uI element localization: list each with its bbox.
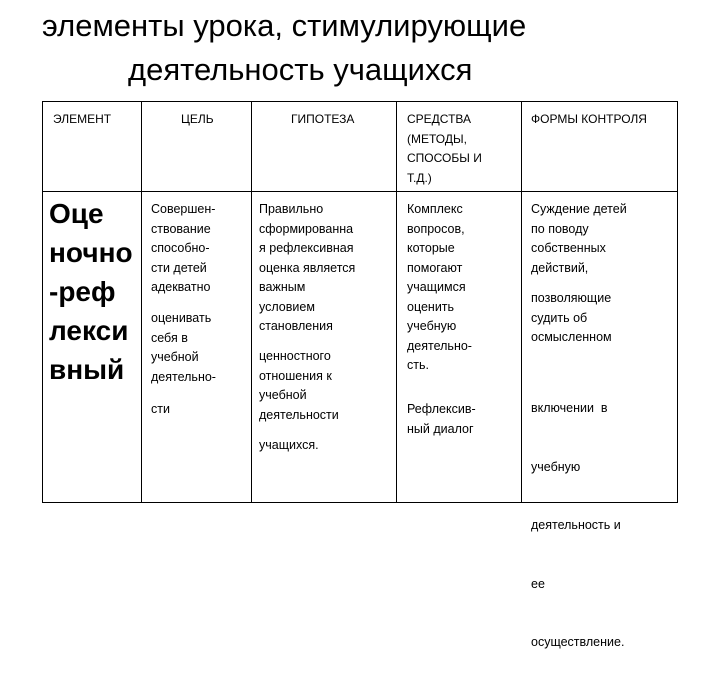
- hypothesis-line: оценка является: [259, 260, 356, 275]
- means-line: деятельно-: [407, 338, 472, 353]
- goal-line: способно-: [151, 241, 210, 255]
- hypothesis-line: условием: [259, 299, 315, 314]
- goal-line: Совершен-: [151, 202, 216, 216]
- goal-line: сти: [151, 402, 170, 416]
- column-divider: [396, 102, 397, 502]
- goal-line: деятельно-: [151, 369, 216, 384]
- header-means-line: Т.Д.): [407, 170, 432, 185]
- control-line: осуществление.: [531, 635, 625, 649]
- hypothesis-line: сформированна: [259, 221, 354, 236]
- control-block: [531, 200, 627, 278]
- means-line: учащимся: [407, 280, 466, 294]
- goal-line: ствование: [151, 221, 211, 236]
- control-line: по поводу: [531, 221, 589, 236]
- header-divider: [43, 191, 677, 192]
- hypothesis-line: важным: [259, 280, 306, 294]
- hypothesis-block: [259, 347, 339, 425]
- header-goal: ЦЕЛЬ: [181, 112, 214, 126]
- element-line: лекси: [49, 315, 129, 346]
- means-line: оценить: [407, 299, 455, 314]
- goal-line: адекватно: [151, 280, 211, 294]
- means-line: Комплекс: [407, 202, 463, 216]
- goal-line: себя в: [151, 330, 188, 345]
- means-line: помогают: [407, 260, 463, 275]
- element-line: Оце: [49, 198, 104, 229]
- goal-block: [151, 200, 215, 298]
- means-block: [407, 200, 472, 376]
- control-line: ее: [531, 576, 545, 591]
- hypothesis-line: ценностного: [259, 349, 331, 363]
- hypothesis-line: отношения к: [259, 368, 332, 383]
- column-divider: [141, 102, 142, 502]
- goal-line: учебной: [151, 350, 199, 364]
- hypothesis-line: учащихся.: [259, 438, 319, 452]
- means-line: вопросов,: [407, 221, 465, 236]
- header-means: [407, 110, 482, 188]
- header-hypothesis: ГИПОТЕЗА: [291, 112, 355, 126]
- element-line: -реф: [49, 276, 116, 307]
- element-line: ночно: [49, 237, 133, 268]
- control-line: судить об: [531, 310, 588, 325]
- hypothesis-line: Правильно: [259, 202, 324, 216]
- means-line: Рефлексив-: [407, 402, 476, 416]
- element-line: вный: [49, 354, 125, 385]
- goal-block: [151, 309, 216, 387]
- header-means-line: СПОСОБЫ И: [407, 151, 482, 165]
- title-line-2: деятельность учащихся: [128, 52, 473, 87]
- hypothesis-block: [259, 436, 319, 456]
- title-line-1: элементы урока, стимулирующие: [42, 8, 527, 43]
- goal-line: оценивать: [151, 311, 212, 325]
- hypothesis-line: учебной: [259, 388, 307, 402]
- control-block: [531, 289, 612, 348]
- means-line: учебную: [407, 319, 457, 333]
- element-cell: [49, 194, 133, 389]
- header-control: ФОРМЫ КОНТРОЛЯ: [531, 112, 647, 126]
- control-line: деятельность и: [531, 518, 621, 532]
- header-means-line: СРЕДСТВА: [407, 112, 472, 126]
- header-means-line: (МЕТОДЫ,: [407, 131, 467, 146]
- lesson-elements-table: [42, 101, 678, 649]
- goal-block: [151, 400, 170, 420]
- column-divider: [251, 102, 252, 502]
- hypothesis-line: я рефлексивная: [259, 241, 354, 255]
- hypothesis-block: [259, 200, 355, 337]
- means-line: ный диалог: [407, 421, 474, 436]
- hypothesis-line: деятельности: [259, 407, 339, 422]
- control-line: включении в: [531, 401, 608, 415]
- goal-line: сти детей: [151, 260, 207, 275]
- column-divider: [521, 102, 522, 502]
- control-block: [531, 360, 624, 692]
- means-line: которые: [407, 241, 455, 255]
- control-line: собственных: [531, 241, 606, 255]
- slide-title: [0, 0, 720, 100]
- control-line: позволяющие: [531, 291, 612, 305]
- control-line: действий,: [531, 260, 589, 275]
- header-element: ЭЛЕМЕНТ: [53, 112, 112, 126]
- control-line: учебную: [531, 459, 581, 474]
- control-line: Суждение детей: [531, 202, 627, 216]
- control-line: осмысленном: [531, 330, 612, 344]
- means-block: [407, 400, 476, 439]
- hypothesis-line: становления: [259, 319, 333, 333]
- means-line: сть.: [407, 358, 429, 372]
